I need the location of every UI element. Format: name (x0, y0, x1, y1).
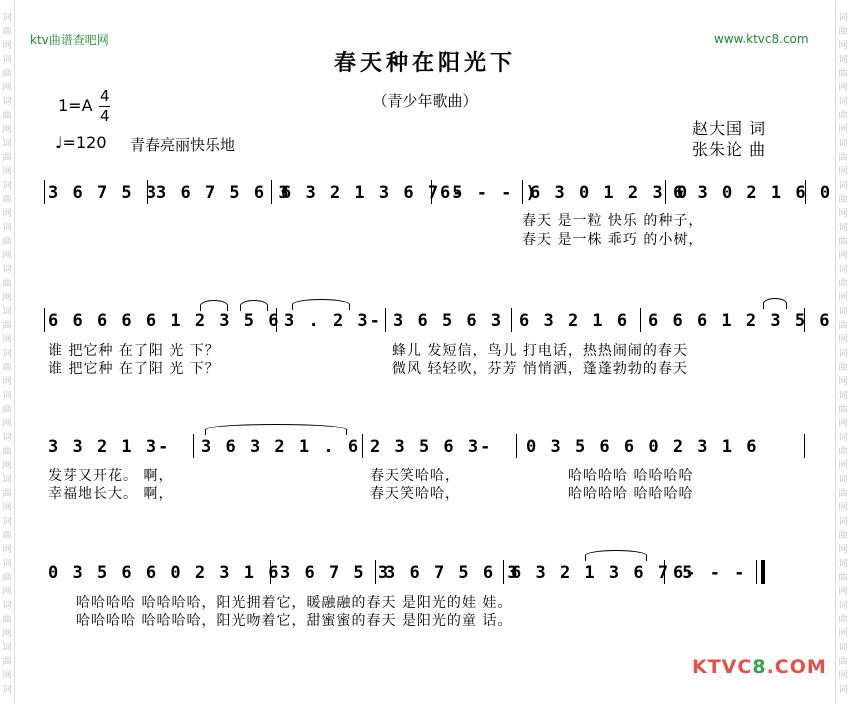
measure-notes: 3 . 2 3- (284, 311, 382, 331)
side-watermark-char: 网 (838, 503, 848, 513)
side-watermark-char: 网 (838, 629, 848, 639)
song-subtitle: （青少年歌曲） (372, 92, 478, 110)
barline (147, 180, 148, 204)
side-watermark-char: 曲 (838, 69, 848, 79)
side-watermark-char: 网 (838, 293, 848, 303)
slur (200, 300, 228, 311)
side-watermark-char: 曲 (2, 69, 12, 79)
side-watermark-char: 网 (838, 335, 848, 345)
barline (44, 180, 45, 204)
side-watermark-char: 网 (2, 671, 12, 681)
side-watermark-char: 曲 (838, 279, 848, 289)
side-watermark-char: 网 (2, 167, 12, 177)
side-watermark-char: 词 (2, 643, 12, 653)
side-watermark-char: 词 (838, 685, 848, 695)
barline (431, 180, 432, 204)
side-watermark-char: 网 (2, 335, 12, 345)
side-watermark-char: 词 (2, 265, 12, 275)
side-watermark-char: 曲 (838, 153, 848, 163)
slur (292, 299, 350, 310)
barline (664, 560, 665, 584)
side-watermark-char: 词 (838, 181, 848, 191)
barline (362, 434, 363, 458)
side-watermark-char: 词 (838, 391, 848, 401)
barline (375, 560, 376, 584)
side-watermark-char: 曲 (2, 363, 12, 373)
slur (763, 298, 787, 309)
lyric-verse-2: 哈哈哈哈 哈哈哈哈 (568, 486, 694, 502)
side-watermark-char: 网 (838, 419, 848, 429)
barline (804, 434, 805, 458)
barline (640, 308, 641, 332)
side-watermark-char: 网 (838, 83, 848, 93)
side-watermark-char: 词 (2, 517, 12, 527)
side-watermark-char: 词 (2, 223, 12, 233)
side-watermark-char: 词 (838, 433, 848, 443)
measure-notes: 6- - - (673, 563, 747, 583)
side-watermark-char: 网 (838, 461, 848, 471)
side-watermark-char: 词 (2, 685, 12, 695)
side-watermark-char: 词 (2, 475, 12, 485)
side-watermark-char: 曲 (838, 405, 848, 415)
side-watermark-char: 网 (838, 167, 848, 177)
barline (44, 308, 45, 332)
lyric-verse-2: 春天笑哈哈， (370, 486, 460, 502)
final-barline-thick (761, 560, 765, 584)
lyric-verse-2: 微风 轻轻吹，芬芳 悄悄洒，蓬蓬勃勃的春天 (392, 361, 688, 377)
side-watermark-char: 网 (838, 671, 848, 681)
side-watermark-char: 曲 (2, 195, 12, 205)
side-watermark-char: 词 (838, 307, 848, 317)
side-watermark-char: 网 (2, 125, 12, 135)
measure-notes: 3 6 7 5 6 3 (156, 183, 291, 203)
measure-notes: 6 3 0 1 2 3 0 (530, 183, 690, 203)
side-watermark-char: 网 (2, 629, 12, 639)
measure-notes: 3 6 3 2 1 . 6 (201, 437, 361, 457)
lyric-verse-1: 哈哈哈哈 哈哈哈哈 (568, 468, 694, 484)
side-watermark-char: 网 (2, 503, 12, 513)
side-watermark-char: 网 (2, 587, 12, 597)
measure-notes: 6 6 6 1 2 3 5 6 (648, 311, 832, 331)
lyricist-credit: 赵大国 词 (692, 119, 767, 138)
slur (205, 424, 347, 435)
barline (511, 308, 512, 332)
side-watermark-char: 网 (838, 587, 848, 597)
side-watermark-char: 词 (2, 55, 12, 65)
final-barline-thin (756, 560, 757, 584)
side-watermark-char: 曲 (2, 27, 12, 37)
measure-notes: 6 3 2 1 6 (519, 311, 630, 331)
side-watermark-char: 词 (838, 97, 848, 107)
side-watermark-char: 词 (838, 475, 848, 485)
side-watermark-char: 网 (2, 83, 12, 93)
barline (522, 180, 523, 204)
barline (270, 560, 271, 584)
measure-notes: 6 3 2 1 3 6 7 5 (281, 183, 465, 203)
side-watermark-char: 词 (2, 349, 12, 359)
measure-notes: 6 3 2 1 3 6 7 5 (511, 563, 695, 583)
side-watermark-char: 曲 (838, 531, 848, 541)
lyric-verse-1: 春天笑哈哈， (370, 468, 460, 484)
side-watermark-char: 曲 (838, 321, 848, 331)
barline (665, 180, 666, 204)
barline (193, 434, 194, 458)
side-watermark-char: 词 (838, 13, 848, 23)
song-title: 春天种在阳光下 (333, 50, 516, 76)
side-watermark-char: 网 (2, 41, 12, 51)
side-watermark-char: 网 (838, 251, 848, 261)
side-watermark-char: 网 (2, 251, 12, 261)
tempo-marking: ♩=120 (55, 133, 107, 152)
side-watermark-char: 词 (838, 139, 848, 149)
key-signature: 1=A (58, 96, 93, 115)
lyric-verse-1: 哈哈哈哈 哈哈哈哈，阳光拥着它，暖融融的春天 是阳光的娃 娃。 (76, 595, 513, 611)
side-watermark-char: 词 (2, 181, 12, 191)
barline (805, 180, 806, 204)
side-watermark-char: 曲 (838, 447, 848, 457)
measure-notes: 6- - - ) (440, 183, 538, 203)
time-signature-bottom: 4 (100, 107, 110, 125)
barline (385, 308, 386, 332)
measure-notes: 0 3 5 6 6 0 2 3 1 6 (48, 563, 281, 583)
side-watermark-char: 网 (2, 461, 12, 471)
side-watermark-char: 曲 (838, 615, 848, 625)
side-watermark-char: 网 (838, 209, 848, 219)
lyric-verse-2: 谁 把它种 在了阳 光 下？ (48, 361, 220, 377)
slur (240, 300, 268, 311)
side-watermark-char: 网 (2, 545, 12, 555)
lyric-verse-1: 谁 把它种 在了阳 光 下？ (48, 343, 220, 359)
side-watermark-char: 曲 (2, 153, 12, 163)
side-watermark-char: 词 (2, 97, 12, 107)
side-watermark-char: 词 (838, 223, 848, 233)
side-watermark-char: 词 (838, 559, 848, 569)
side-watermark-char: 曲 (838, 237, 848, 247)
side-watermark-char: 词 (2, 601, 12, 611)
measure-notes: 6 3 0 2 1 6 0 (673, 183, 833, 203)
side-watermark-char: 曲 (2, 237, 12, 247)
side-watermark-char: 词 (2, 433, 12, 443)
lyric-verse-2: 春天 是一株 乖巧 的小树， (522, 232, 704, 248)
slur (585, 550, 647, 561)
side-watermark-char: 词 (838, 601, 848, 611)
side-watermark-char: 曲 (2, 531, 12, 541)
side-watermark-char: 曲 (838, 657, 848, 667)
measure-notes: 3 6 7 5 3 (48, 183, 159, 203)
lyric-verse-2: 幸福地长大。 啊， (48, 486, 174, 502)
measure-notes: 3 3 2 1 3- (48, 437, 171, 457)
measure-notes: 6 6 6 6 6 1 2 3 5 6 (48, 311, 281, 331)
side-watermark-char: 曲 (2, 111, 12, 121)
side-watermark-char: 词 (2, 13, 12, 23)
barline (271, 180, 272, 204)
side-watermark-char: 曲 (2, 657, 12, 667)
measure-notes: 3 6 7 5 3 (280, 563, 391, 583)
side-watermark-char: 词 (838, 349, 848, 359)
side-watermark-char: 曲 (2, 573, 12, 583)
barline (516, 434, 517, 458)
side-watermark-char: 网 (838, 377, 848, 387)
composer-credit: 张朱论 曲 (692, 140, 767, 159)
side-watermark-char: 曲 (2, 489, 12, 499)
measure-notes: 3 6 5 6 3 (393, 311, 504, 331)
side-watermark-char: 网 (838, 41, 848, 51)
lyric-verse-1: 蜂儿 发短信，鸟儿 打电话，热热闹闹的春天 (392, 343, 688, 359)
expression-marking: 青春亮丽快乐地 (130, 136, 236, 154)
side-watermark-char: 词 (838, 643, 848, 653)
side-watermark-char: 词 (838, 517, 848, 527)
lyric-verse-1: 春天 是一粒 快乐 的种子， (522, 213, 704, 229)
side-watermark-char: 词 (2, 139, 12, 149)
side-watermark-char: 曲 (2, 405, 12, 415)
side-watermark-char: 曲 (2, 279, 12, 289)
barline (503, 560, 504, 584)
side-watermark-char: 曲 (838, 111, 848, 121)
site-watermark-right: www.ktvc8.com (714, 32, 809, 46)
lyric-verse-1: 发芽又开花。 啊， (48, 468, 174, 484)
side-watermark-char: 曲 (838, 573, 848, 583)
side-watermark-char: 网 (2, 419, 12, 429)
side-watermark-char: 词 (2, 307, 12, 317)
side-watermark-char: 曲 (838, 489, 848, 499)
side-watermark-char: 曲 (2, 447, 12, 457)
ktvc8-logo: KTVC8.COM (692, 656, 827, 678)
side-watermark-char: 网 (2, 209, 12, 219)
side-watermark-char: 曲 (838, 195, 848, 205)
side-watermark-char: 网 (2, 293, 12, 303)
side-watermark-char: 曲 (838, 363, 848, 373)
measure-notes: 0 3 5 6 6 0 2 3 1 6 (526, 437, 759, 457)
measure-notes: 2 3 5 6 3- (370, 437, 493, 457)
barline (804, 308, 805, 332)
side-watermark-char: 曲 (838, 27, 848, 37)
side-watermark-char: 网 (2, 377, 12, 387)
side-watermark-char: 词 (2, 391, 12, 401)
side-watermark-char: 曲 (2, 615, 12, 625)
side-watermark-char: 词 (838, 55, 848, 65)
site-watermark-left: ktv曲谱查吧网 (30, 33, 109, 47)
measure-notes: 3 6 7 5 6 3 (385, 563, 520, 583)
lyric-verse-2: 哈哈哈哈 哈哈哈哈，阳光吻着它，甜蜜蜜的春天 是阳光的童 话。 (76, 613, 513, 629)
barline (276, 308, 277, 332)
side-watermark-char: 网 (838, 125, 848, 135)
side-watermark-char: 词 (838, 265, 848, 275)
time-signature-top: 4 (100, 87, 110, 105)
side-watermark-char: 词 (2, 559, 12, 569)
side-watermark-char: 网 (838, 545, 848, 555)
side-watermark-char: 曲 (2, 321, 12, 331)
